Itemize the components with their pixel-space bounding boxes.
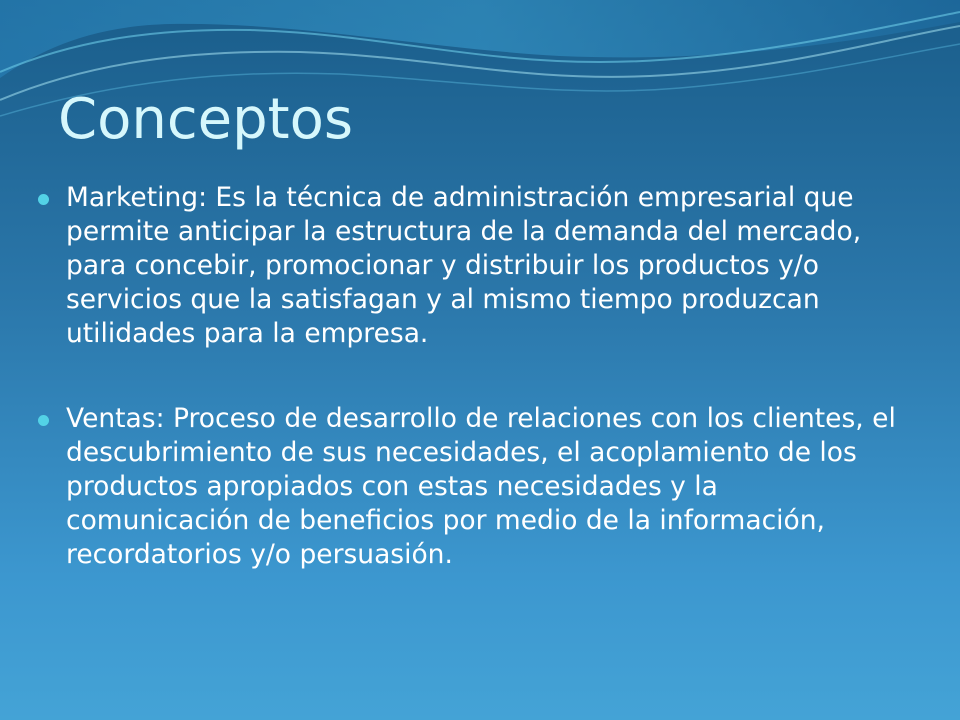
bullet-dot-icon (38, 415, 49, 426)
wave-band (0, 0, 960, 78)
bullet-dot-icon (38, 194, 49, 205)
slide-title: Conceptos (58, 87, 354, 152)
bullet-ventas (36, 402, 896, 572)
bullet-list (36, 181, 896, 572)
bullet-marketing (36, 181, 896, 351)
bullet-text-ventas: Ventas: Proceso de desarrollo de relaciones con los clientes, el descubrimiento de sus necesidades, el acoplamiento de los productos apropiados con estas necesidades y la comunicación de beneficios por medio de la información, recordatorios y/o persuasión. (66, 403, 896, 570)
bullet-text-marketing: Marketing: Es la técnica de administración empresarial que permite anticipar la estructura de la demanda del mercado, para concebir, promocionar y distribuir los productos y/o servicios que la satisfagan y al mismo tiempo produzcan utilidades para la empresa. (66, 182, 862, 349)
